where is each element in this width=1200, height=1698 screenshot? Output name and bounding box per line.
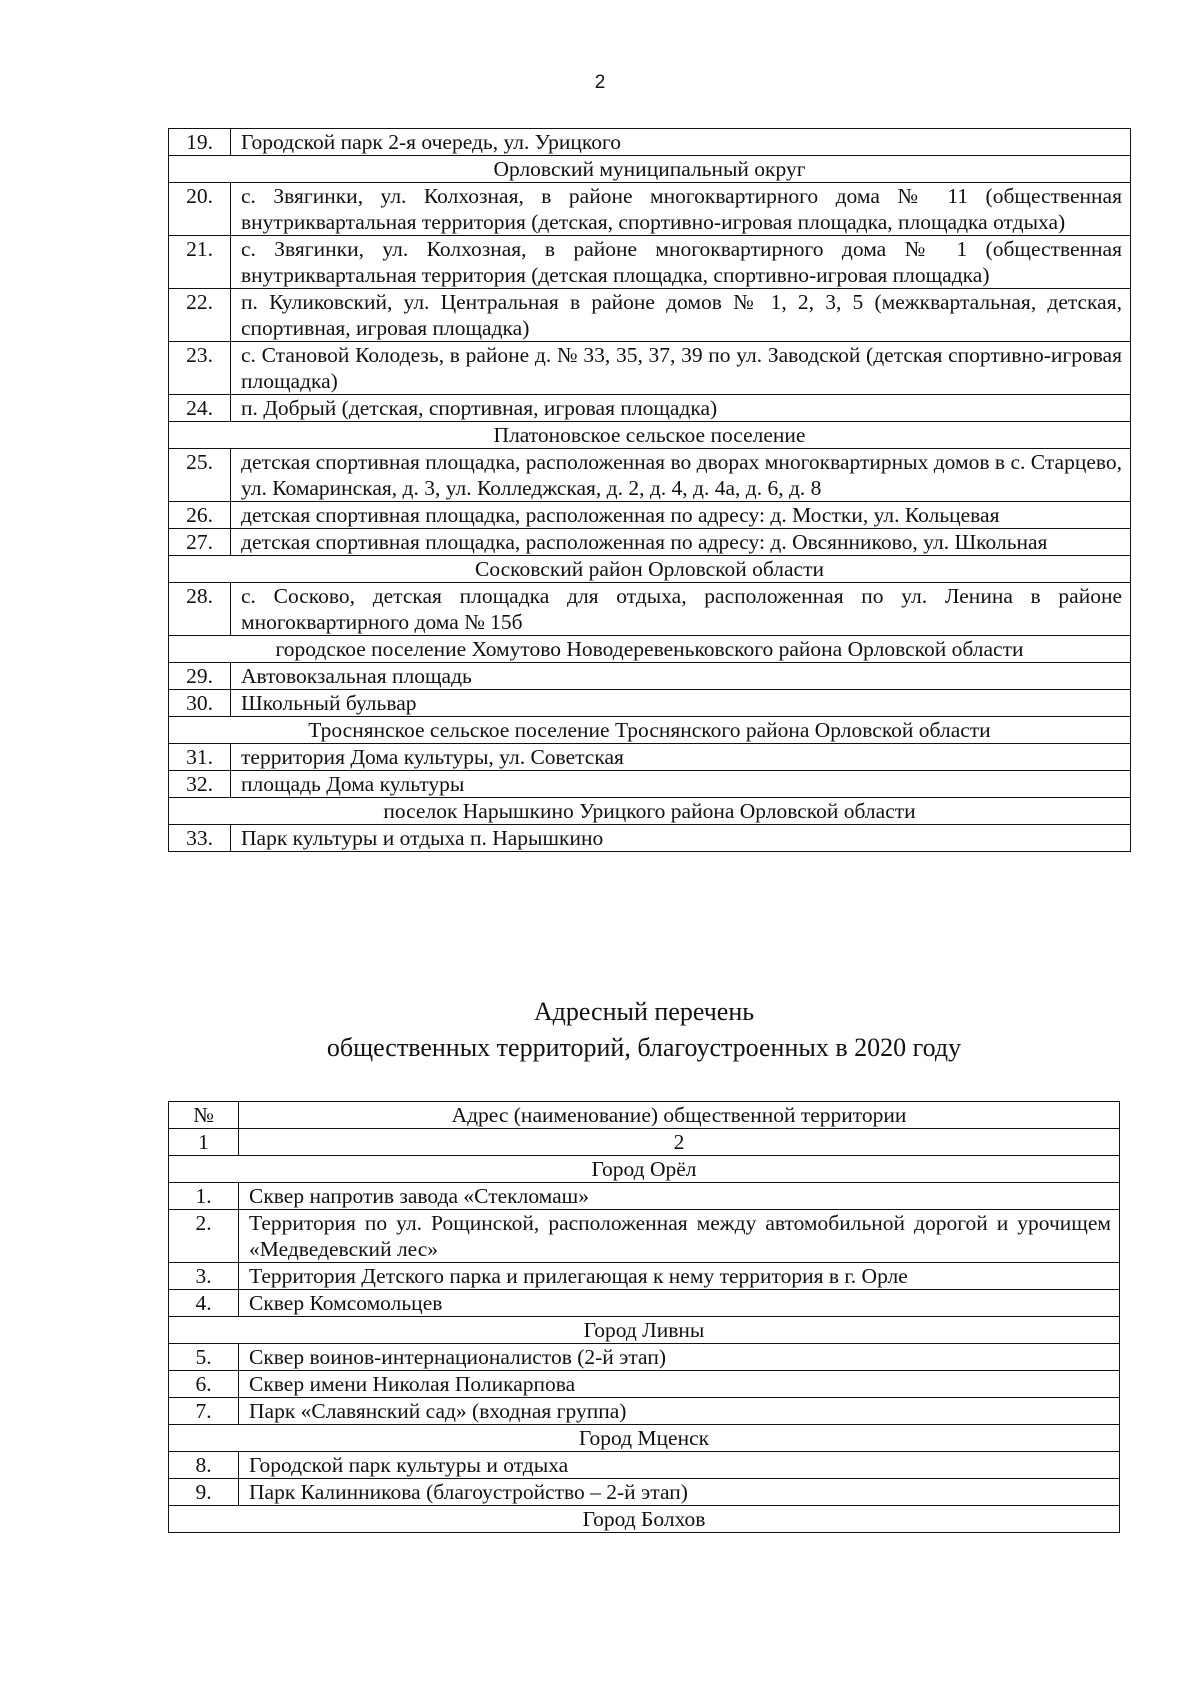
section-row (169, 556, 1131, 583)
row-address: детская спортивная площадка, расположенная во дворах многоквартирных домов в с. Старцево, ул. Комаринская, д. 3, ул. Колледжская, д. 2, д. 4, д. 4а, д. 6, д. 8 (231, 449, 1131, 502)
section-row (169, 422, 1131, 449)
table-row (169, 289, 1131, 342)
row-address: Сквер напротив завода «Стекломаш» (239, 1183, 1120, 1210)
table-column-numbers-row (169, 1129, 1120, 1156)
section-row (169, 1317, 1120, 1344)
row-address: п. Куликовский, ул. Центральная в районе домов № 1, 2, 3, 5 (межквартальная, детская, спортивная, игровая площадка) (231, 289, 1131, 342)
row-address: с. Звягинки, ул. Колхозная, в районе многоквартирного дома № 1 (общественная внутриквартальная территория (детская площадка, спортивно-игровая площадка) (231, 236, 1131, 289)
section-row (169, 1156, 1120, 1183)
section-title: Город Орёл (169, 1156, 1120, 1183)
row-address: площадь Дома культуры (231, 771, 1131, 798)
row-number: 33. (169, 825, 231, 852)
table-row (169, 1210, 1120, 1263)
table-row (169, 236, 1131, 289)
list-heading (0, 994, 1200, 1066)
territories-table-continued (168, 128, 1131, 852)
row-address: Парк «Славянский сад» (входная группа) (239, 1398, 1120, 1425)
section-title: Сосковский район Орловской области (169, 556, 1131, 583)
row-address: Сквер Комсомольцев (239, 1290, 1120, 1317)
row-address: детская спортивная площадка, расположенная по адресу: д. Мостки, ул. Кольцевая (231, 502, 1131, 529)
row-address: Городской парк культуры и отдыха (239, 1452, 1120, 1479)
table-row (169, 771, 1131, 798)
row-number: 7. (169, 1398, 239, 1425)
header-address: Адрес (наименование) общественной территории (239, 1102, 1120, 1129)
row-number: 22. (169, 289, 231, 342)
row-number: 8. (169, 1452, 239, 1479)
table-row (169, 449, 1131, 502)
row-number: 21. (169, 236, 231, 289)
table-header-row (169, 1102, 1120, 1129)
section-title: поселок Нарышкино Урицкого района Орловской области (169, 798, 1131, 825)
row-number: 31. (169, 744, 231, 771)
row-address: территория Дома культуры, ул. Советская (231, 744, 1131, 771)
table-row (169, 1371, 1120, 1398)
row-number: 20. (169, 183, 231, 236)
section-title: Город Ливны (169, 1317, 1120, 1344)
section-title: Троснянское сельское поселение Троснянского района Орловской области (169, 717, 1131, 744)
section-row (169, 636, 1131, 663)
table-row (169, 395, 1131, 422)
table-row (169, 663, 1131, 690)
table-row (169, 342, 1131, 395)
column-number-2: 2 (239, 1129, 1120, 1156)
row-address: Сквер имени Николая Поликарпова (239, 1371, 1120, 1398)
row-number: 5. (169, 1344, 239, 1371)
row-number: 23. (169, 342, 231, 395)
section-title: Город Мценск (169, 1425, 1120, 1452)
section-title: Орловский муниципальный округ (169, 156, 1131, 183)
table-row (169, 1290, 1120, 1317)
section-row (169, 798, 1131, 825)
table-row (169, 1479, 1120, 1506)
row-number: 28. (169, 583, 231, 636)
row-number: 26. (169, 502, 231, 529)
row-number: 25. (169, 449, 231, 502)
section-title: городское поселение Хомутово Новодеревеньковского района Орловской области (169, 636, 1131, 663)
row-number: 32. (169, 771, 231, 798)
table-row (169, 744, 1131, 771)
row-number: 24. (169, 395, 231, 422)
section-row (169, 1506, 1120, 1533)
list-heading-line2: общественных территорий, благоустроенных в 2020 году (326, 1033, 962, 1062)
table-row (169, 825, 1131, 852)
row-address: Парк культуры и отдыха п. Нарышкино (231, 825, 1131, 852)
table-row (169, 583, 1131, 636)
row-address: Автовокзальная площадь (231, 663, 1131, 690)
section-title: Платоновское сельское поселение (169, 422, 1131, 449)
row-address: Сквер воинов-интернационалистов (2-й этап) (239, 1344, 1120, 1371)
row-address: Парк Калинникова (благоустройство – 2-й этап) (239, 1479, 1120, 1506)
table-row (169, 529, 1131, 556)
table-row (169, 183, 1131, 236)
row-number: 3. (169, 1263, 239, 1290)
table-row (169, 1263, 1120, 1290)
table-row (169, 1452, 1120, 1479)
section-row (169, 1425, 1120, 1452)
row-address: детская спортивная площадка, расположенная по адресу: д. Овсянниково, ул. Школьная (231, 529, 1131, 556)
table-row (169, 502, 1131, 529)
row-address: Территория по ул. Рощинской, расположенная между автомобильной дорогой и урочищем «Медведевский лес» (239, 1210, 1120, 1263)
table-row (169, 1183, 1120, 1210)
row-address: Школьный бульвар (231, 690, 1131, 717)
row-number: 6. (169, 1371, 239, 1398)
row-address: с. Становой Колодезь, в районе д. № 33, 35, 37, 39 по ул. Заводской (детская спортивно-игровая площадка) (231, 342, 1131, 395)
territories-2020-table (168, 1101, 1120, 1533)
row-address: п. Добрый (детская, спортивная, игровая площадка) (231, 395, 1131, 422)
row-number: 4. (169, 1290, 239, 1317)
row-address: с. Звягинки, ул. Колхозная, в районе многоквартирного дома № 11 (общественная внутриквартальная территория (детская, спортивно-игровая площадка, площадка отдыха) (231, 183, 1131, 236)
table-row (169, 1398, 1120, 1425)
table-row (169, 1344, 1120, 1371)
section-title: Город Болхов (169, 1506, 1120, 1533)
section-row (169, 717, 1131, 744)
row-number: 27. (169, 529, 231, 556)
row-number: 9. (169, 1479, 239, 1506)
table-row (169, 690, 1131, 717)
row-number: 29. (169, 663, 231, 690)
row-number: 1. (169, 1183, 239, 1210)
row-address: Территория Детского парка и прилегающая к нему территория в г. Орле (239, 1263, 1120, 1290)
list-heading-line1: Адресный перечень (533, 997, 755, 1026)
section-row (169, 156, 1131, 183)
column-number-1: 1 (169, 1129, 239, 1156)
row-address: с. Сосково, детская площадка для отдыха, расположенная по ул. Ленина в районе многоквартирного дома № 15б (231, 583, 1131, 636)
row-number: 2. (169, 1210, 239, 1263)
row-address: Городской парк 2-я очередь, ул. Урицкого (231, 129, 1131, 156)
header-number: № (169, 1102, 239, 1129)
page-number: 2 (594, 72, 606, 93)
row-number: 19. (169, 129, 231, 156)
table-row (169, 129, 1131, 156)
row-number: 30. (169, 690, 231, 717)
